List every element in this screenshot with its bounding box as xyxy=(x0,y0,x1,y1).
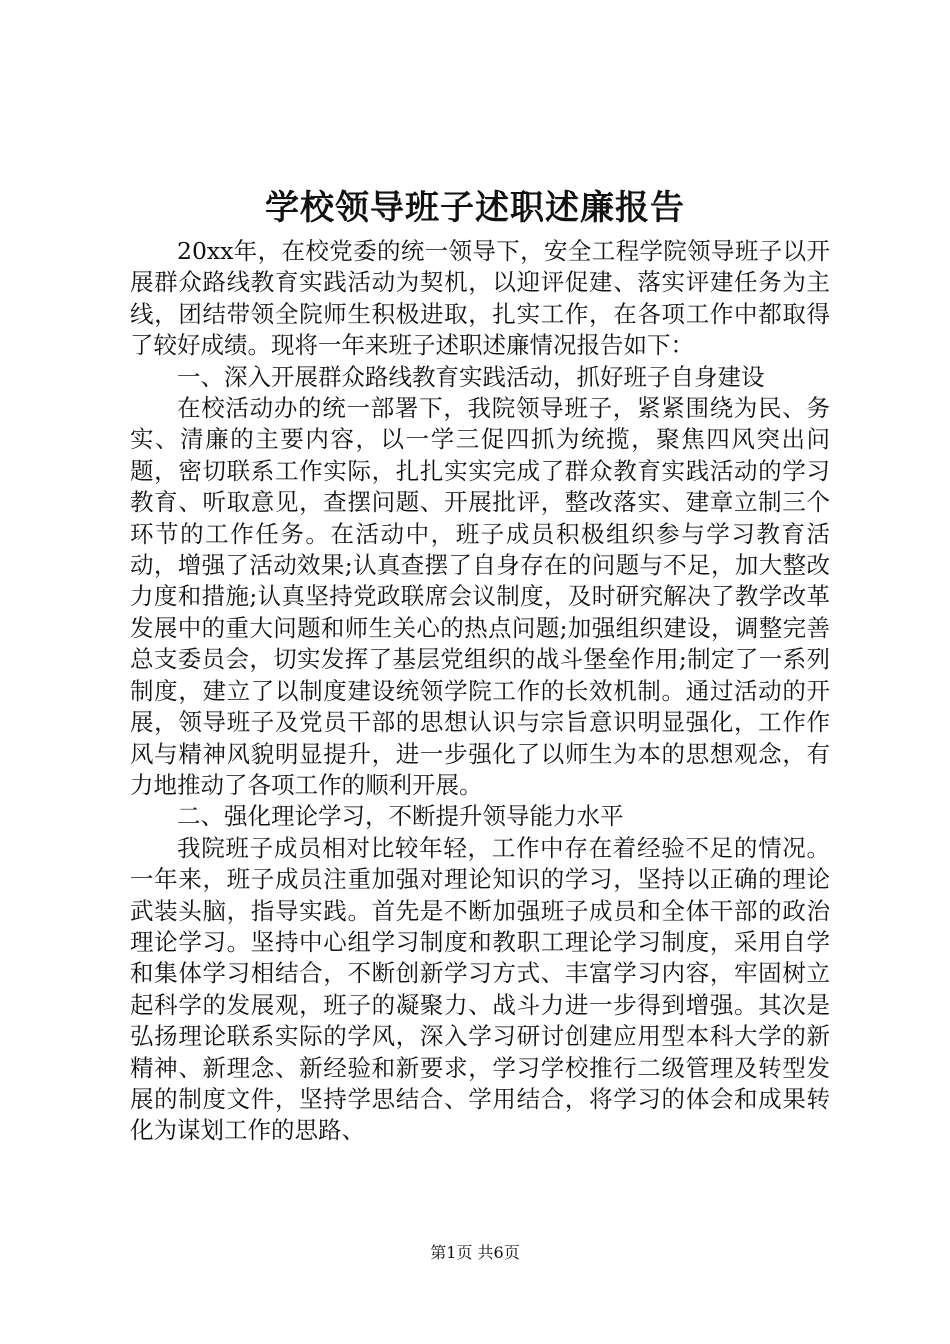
paragraph-section-1: 在校活动办的统一部署下，我院领导班子，紧紧围绕为民、务实、清廉的主要内容，以一学三促四抓为统揽，聚焦四风突出问题，密切联系工作实际，扎扎实实完成了群众教育实践活动的学习教育、听取意见，查摆问题、开展批评，整改落实、建章立制三个环节的工作任务。在活动中，班子成员积极组织参与学习教育活动，增强了活动效果;认真查摆了自身存在的问题与不足，加大整改力度和措施;认真坚持党政联席会议制度，及时研究解决了教学改革发展中的重大问题和师生关心的热点问题;加强组织建设，调整完善总支委员会，切实发挥了基层党组织的战斗堡垒作用;制定了一系列制度，建立了以制度建设统领学院工作的长效机制。通过活动的开展，领导班子及党员干部的思想认识与宗旨意识明显强化，工作作风与精神风貌明显提升，进一步强化了以师生为本的思想观念，有力地推动了各项工作的顺利开展。 xyxy=(130,394,830,799)
page-footer: 第1页 共6页 xyxy=(430,1243,520,1262)
section-heading-2: 二、强化理论学习，不断提升领导能力水平 xyxy=(177,802,624,831)
paragraph-section-2: 我院班子成员相对比较年轻，工作中存在着经验不足的情况。一年来，班子成员注重加强对理论知识的学习，坚持以正确的理论武装头脑，指导实践。首先是不断加强班子成员和全体干部的政治理论学习。坚持中心组学习制度和教职工理论学习制度，采用自学和集体学习相结合，不断创新学习方式、丰富学习内容，牢固树立起科学的发展观，班子的凝聚力、战斗力进一步得到增强。其次是弘扬理论联系实际的学风，深入学习研讨创建应用型本科大学的新精神、新理念、新经验和新要求，学习学校推行二级管理及转型发展的制度文件，坚持学思结合、学用结合，将学习的体会和成果转化为谋划工作的思路、 xyxy=(130,833,830,1145)
section-heading-1: 一、深入开展群众路线教育实践活动，抓好班子自身建设 xyxy=(177,362,765,391)
document-title: 学校领导班子述职述廉报告 xyxy=(265,188,685,228)
paragraph-intro: 20xx年，在校党委的统一领导下，安全工程学院领导班子以开展群众路线教育实践活动为契机，以迎评促建、落实评建任务为主线，团结带领全院师生积极进取，扎实工作，在各项工作中都取得了较好成绩。现将一年来班子述职述廉情况报告如下： xyxy=(130,237,830,360)
document-body xyxy=(130,236,830,1147)
